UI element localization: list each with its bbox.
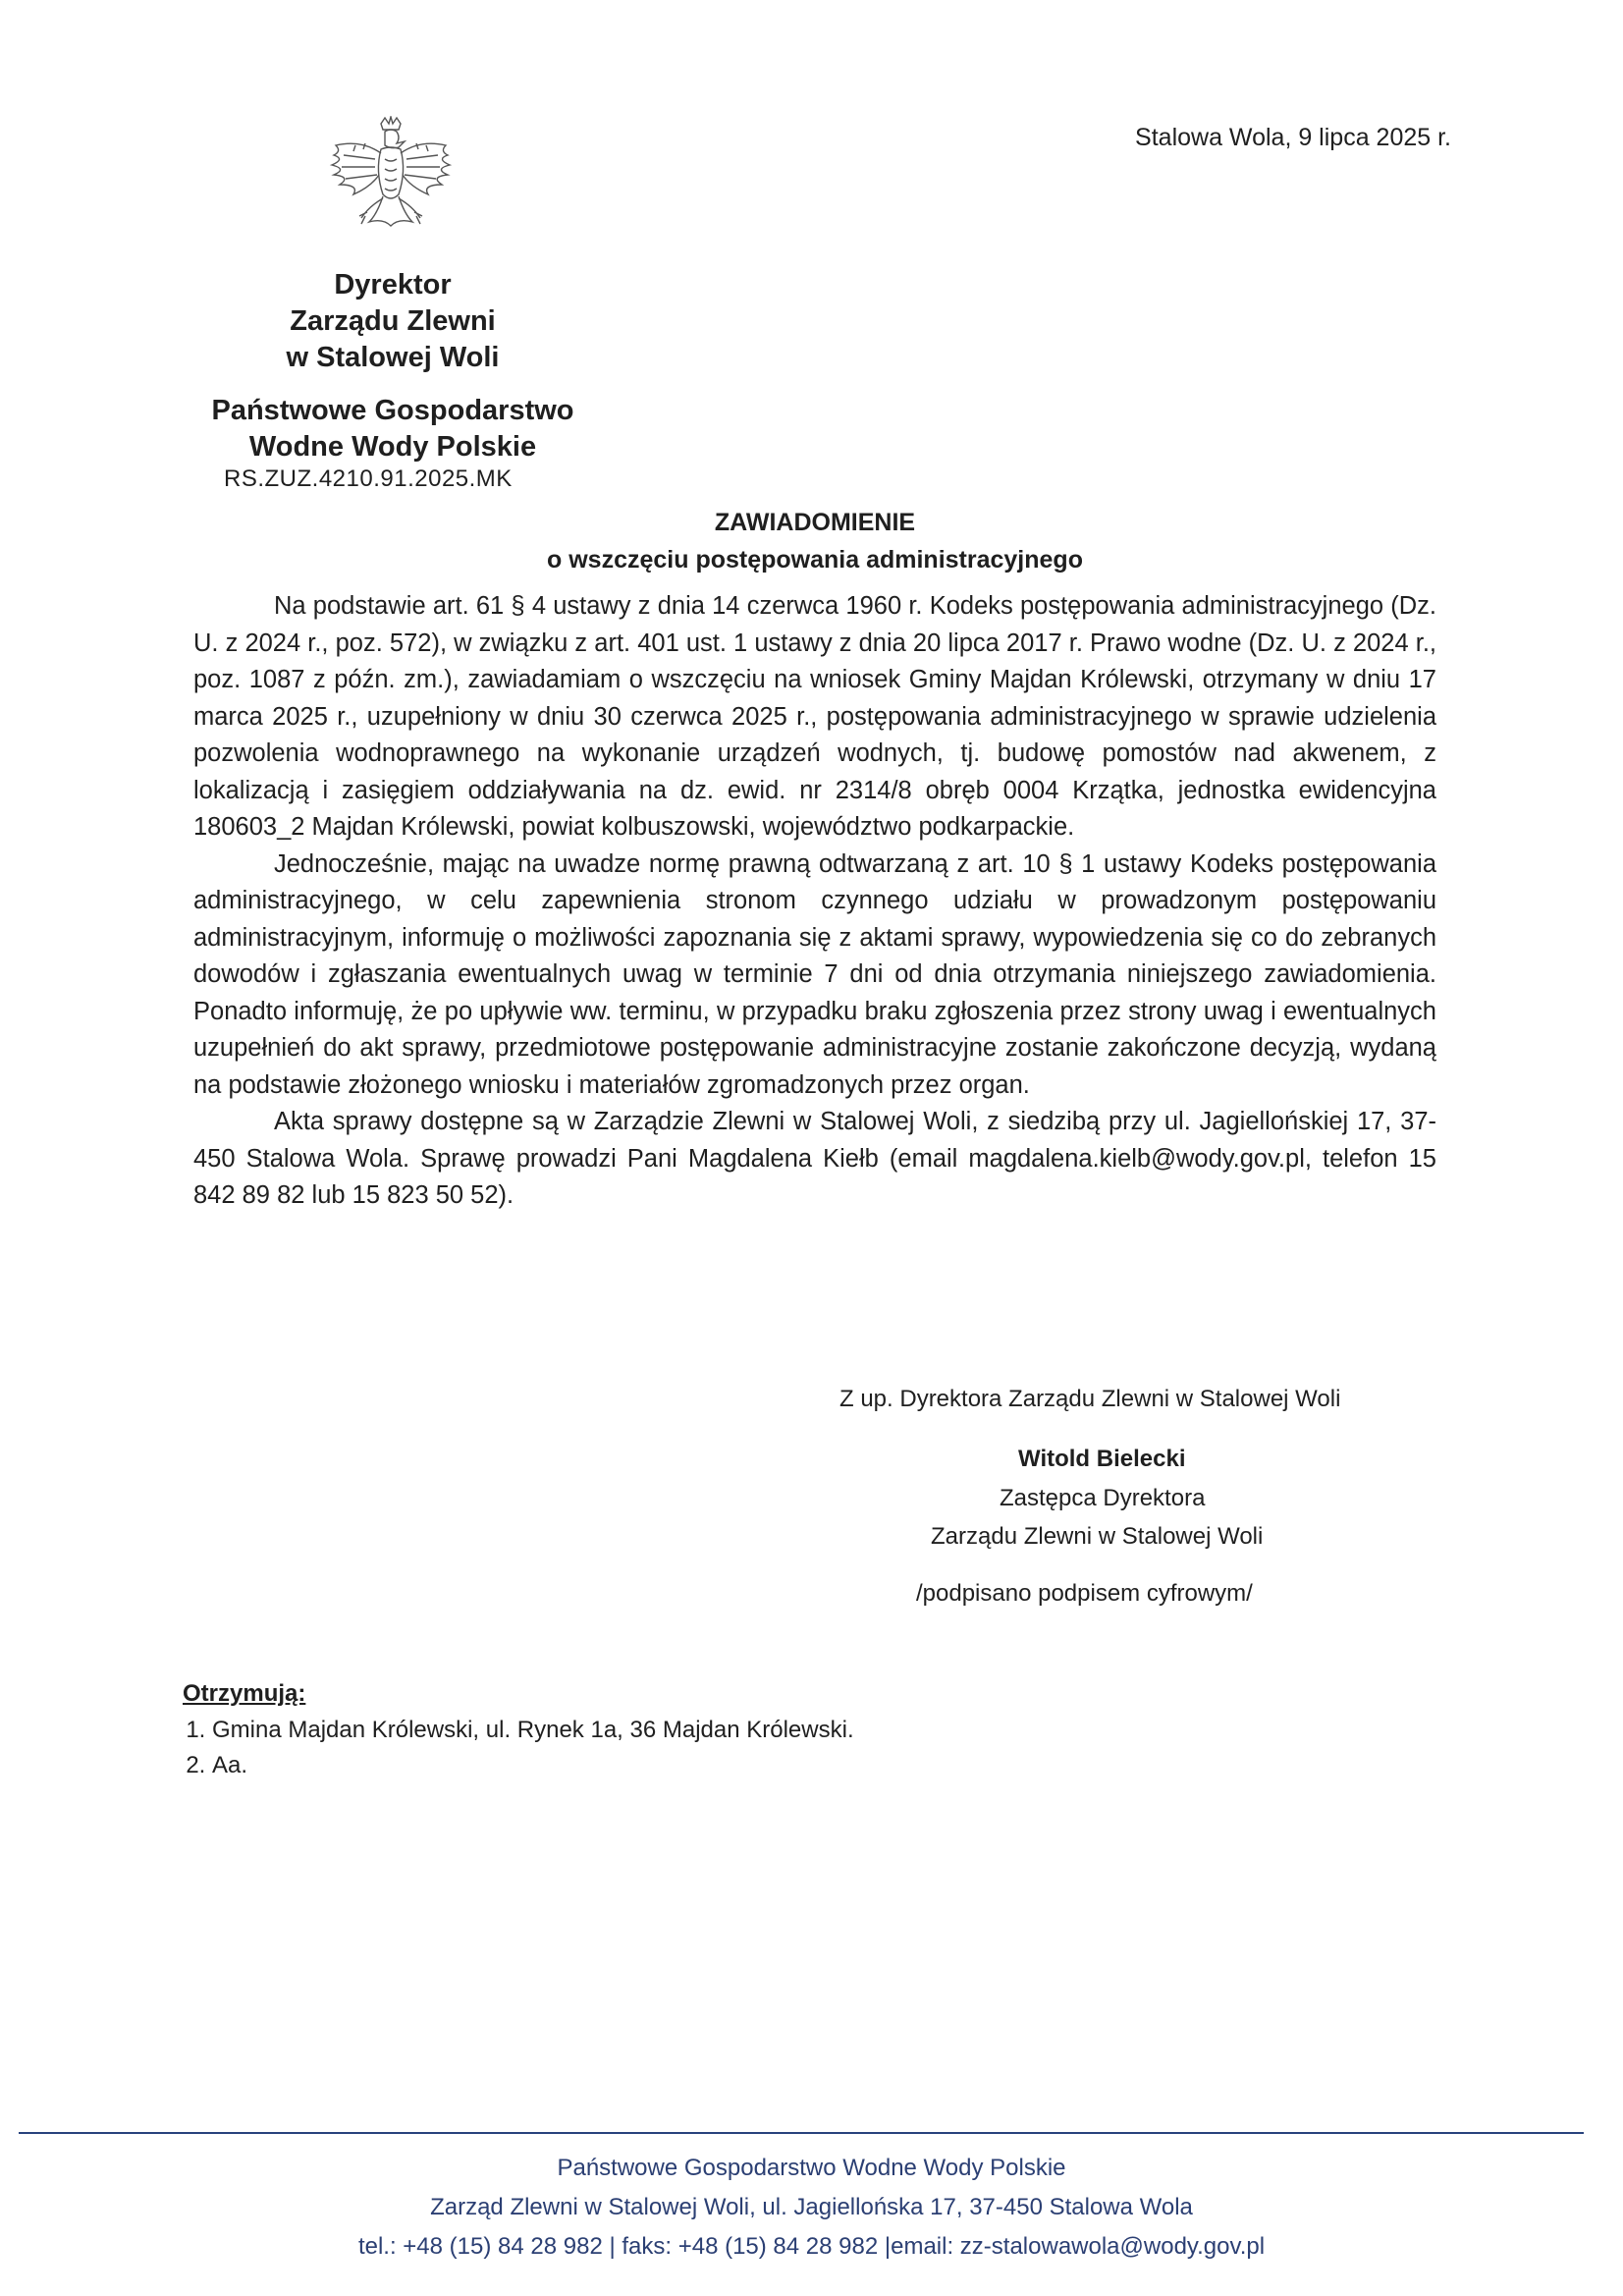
signatory-office: Zarządu Zlewni w Stalowej Woli xyxy=(931,1523,1264,1550)
body-paragraph-case-files: Akta sprawy dostępne są w Zarządzie Zlewni w Stalowej Woli, z siedzibą przy ul. Jagiellońskiej 17, 37-450 Stalowa Wola. Sprawę prowadzi Pani Magdalena Kiełb (email magdalena.kielb@wody.gov.pl, telefon 15 842 89 82 lub 15 823 50 52). xyxy=(193,1108,1436,1209)
agency-name-line1: Państwowe Gospodarstwo xyxy=(211,395,574,426)
footer xyxy=(0,2149,1623,2267)
document-subtitle: o wszczęciu postępowania administracyjnego xyxy=(547,546,1083,574)
body-paragraph-party-rights: Jednocześnie, mając na uwadze normę prawną odtwarzaną z art. 10 § 1 ustawy Kodeks postępowania administracyjnego, w celu zapewnienia stronom czynnego udziału w prowadzonym postępowaniu administracyjnym, informuję o możliwości zapoznania się z aktami sprawy, wypowiedzenia się co do zebranych dowodów i zgłaszania ewentualnych uwag w terminie 7 dni od dnia otrzymania niniejszego zawiadomienia. Ponadto informuję, że po upływie ww. terminu, w przypadku braku zgłoszenia przez strony uwag i ewentualnych uzupełnień do akt sprawy, przedmiotowe postępowanie administracyjne zostanie zakończone decyzją, wydaną na podstawie złożonego wniosku i materiałów zgromadzonych przez organ. xyxy=(193,849,1436,1099)
place-date: Stalowa Wola, 9 lipca 2025 r. xyxy=(1135,124,1451,151)
digital-signature-note: /podpisano podpisem cyfrowym/ xyxy=(916,1580,1253,1607)
issuer-title: Dyrektor xyxy=(334,269,452,301)
agency-block xyxy=(196,393,589,465)
recipients-title: Otrzymują: xyxy=(183,1680,306,1707)
signatory-name: Witold Bielecki xyxy=(1018,1446,1186,1472)
document-title: ZAWIADOMIENIE xyxy=(714,509,916,536)
issuer-block xyxy=(245,267,540,376)
issuer-unit: Zarządu Zlewni xyxy=(290,305,496,337)
footer-organization: Państwowe Gospodarstwo Wodne Wody Polskie xyxy=(557,2155,1066,2181)
body-paragraph-legal-basis: Na podstawie art. 61 § 4 ustawy z dnia 14 czerwca 1960 r. Kodeks postępowania administracyjnego (Dz. U. z 2024 r., poz. 572), w związku z art. 401 ust. 1 ustawy z dnia 20 lipca 2017 r. Prawo wodne (Dz. U. z 2024 r., poz. 1087 z późn. zm.), zawiadamiam o wszczęciu na wniosek Gminy Majdan Królewski, otrzymany w dniu 17 marca 2025 r., uzupełniony w dniu 30 czerwca 2025 r., postępowania administracyjnego w sprawie udzielenia pozwolenia wodnoprawnego na wykonanie urządzeń wodnych, tj. budowę pomostów nad akwenem, z lokalizacją i zasięgiem oddziaływania na dz. ewid. nr 2314/8 obręb 0004 Krzątka, jednostka ewidencyjna 180603_2 Majdan Królewski, powiat kolbuszowski, województwo podkarpackie. xyxy=(193,592,1436,841)
recipients-section xyxy=(183,1676,854,1783)
recipients-list xyxy=(183,1713,854,1783)
agency-name-line2: Wodne Wody Polskie xyxy=(248,431,537,463)
signature-on-behalf: Z up. Dyrektora Zarządu Zlewni w Stalowej Woli xyxy=(839,1386,1341,1412)
recipient-item: 2. Aa. xyxy=(212,1748,854,1783)
signatory-role: Zastępca Dyrektora xyxy=(1000,1485,1206,1511)
body-text xyxy=(193,588,1436,1215)
footer-address: Zarząd Zlewni w Stalowej Woli, ul. Jagiellońska 17, 37-450 Stalowa Wola xyxy=(430,2194,1193,2220)
footer-divider xyxy=(19,2132,1584,2134)
reference-number: RS.ZUZ.4210.91.2025.MK xyxy=(224,465,513,492)
recipient-item: 1. Gmina Majdan Królewski, ul. Rynek 1a, 36 Majdan Królewski. xyxy=(212,1713,854,1748)
footer-contact: tel.: +48 (15) 84 28 982 | faks: +48 (15) 84 28 982 |email: zz-stalowawola@wody.gov.pl xyxy=(357,2233,1266,2260)
document-title-block xyxy=(442,504,1188,578)
polish-eagle-emblem-icon xyxy=(326,116,456,246)
issuer-location: w Stalowej Woli xyxy=(286,342,500,373)
